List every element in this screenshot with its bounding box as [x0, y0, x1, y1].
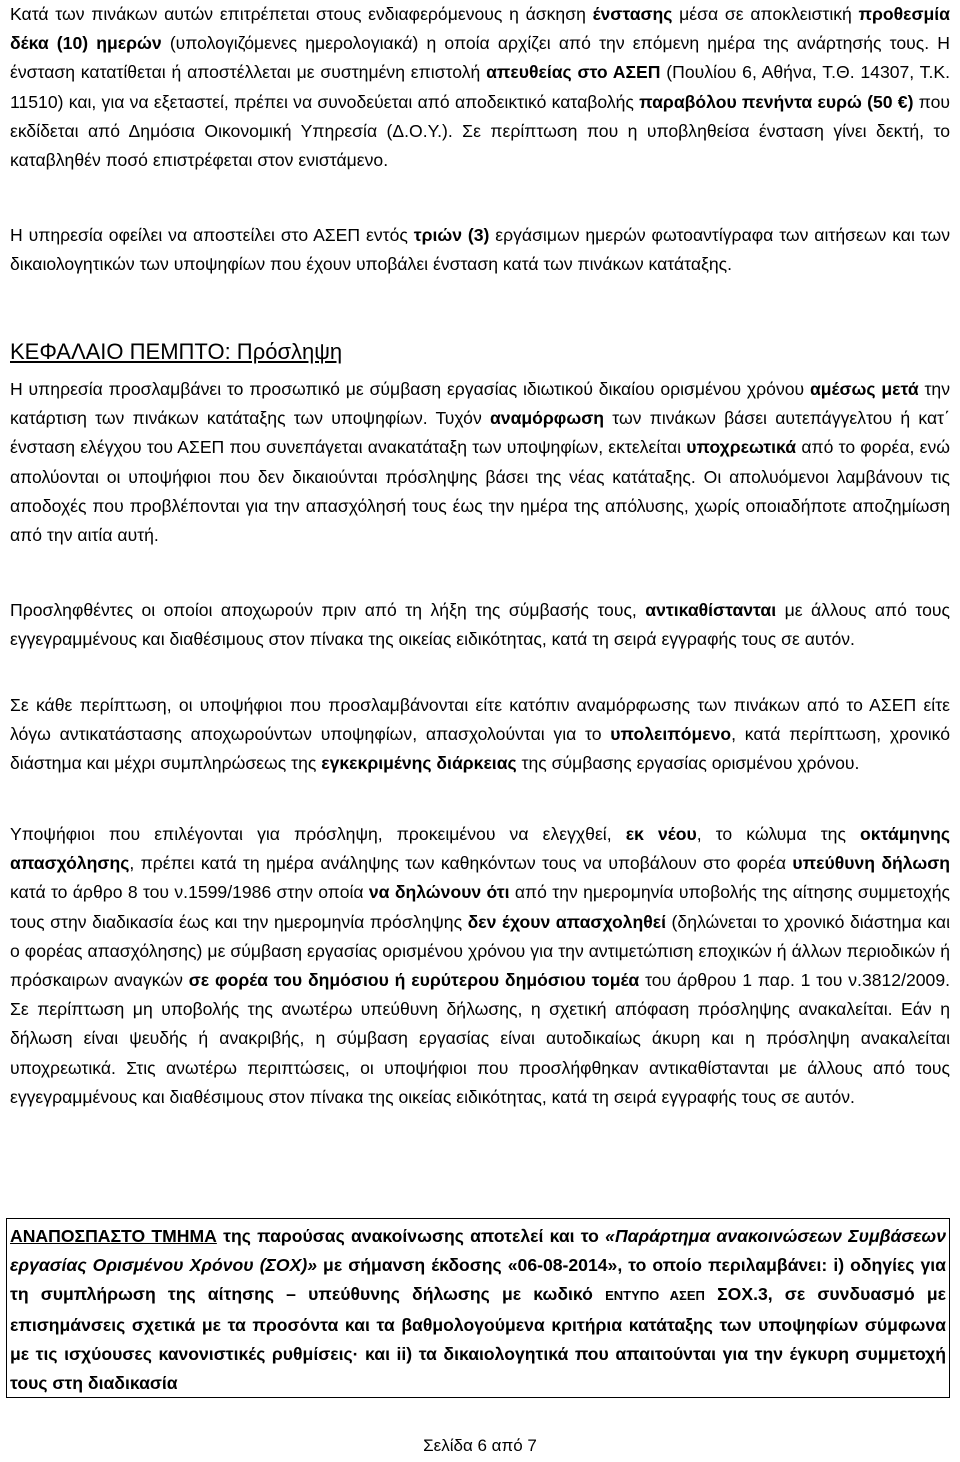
text: της παρούσας ανακοίνωσης αποτελεί και το: [216, 1226, 606, 1246]
text: , κατά περίπτωση, χρονικό διάστημα και μέχρι συμπληρώσεως της: [10, 724, 950, 774]
text: (υπολογιζόμενες ημερολογιακά) η οποία αρχίζει από την επόμενη ημέρα της ανάρτησής τους. Η ένσταση κατατίθεται ή αποστέλλεται με συστημένη επιστολή: [10, 33, 950, 83]
text: ΣΟΧ.3, σε συνδυασμό με επισημάνσεις σχετικά με τα προσόντα και τα βαθμολογούμενα κριτήρια κατάταξης των υποψηφίων σύμφωνα με τις ισχύουσες κανονιστικές ρυθμίσεις· και ii) τα δικαιολογητικά που απαιτούνται για την έγκυρη συμμετοχή τους στη διαδικασία: [10, 1284, 946, 1394]
form-code-text: ΕΝΤΥΠΟ ΑΣΕΠ: [605, 1288, 705, 1304]
text: που εκδίδεται από Δημόσια Οικονομική Υπηρεσία (Δ.Ο.Υ.). Σε περίπτωση που η υποβληθείσα ένσταση γίνει δεκτή, το καταβληθέν ποσό επιστρέφεται στον ενιστάμενο.: [10, 91, 950, 171]
bold-text: προθεσμία δέκα (10) ημερών: [10, 4, 950, 54]
text: κατά το άρθρο 8 του ν.1599/1986 στην οποία: [10, 882, 369, 903]
text: μέσα σε αποκλειστική: [672, 4, 859, 24]
text: την κατάρτιση των πινάκων κατάταξης των υποψηφίων. Τυχόν: [10, 379, 951, 429]
paragraph-remaining-period: [10, 691, 950, 779]
bold-text: οκτάμηνης απασχόλησης: [10, 824, 950, 874]
text: (δηλώνεται το χρονικό διάστημα και ο φορέας απασχόλησης) με σύμβαση εργασίας ορισμένου χρόνου για την αντιμετώπιση εποχικών ή άλλων περιοδικών ή πρόσκαιρων αναγκών: [10, 911, 950, 991]
text: του άρθρου 1 παρ. 1 του ν.3812/2009. Σε περίπτωση μη υποβολής της ανωτέρω υπεύθυνη δήλωσης, η σχετική απόφαση πρόσληψης ανακαλείται. Εάν η δήλωση είναι ψευδής ή ανακριβής, η σύμβαση εργασίας είναι αυτοδικαίως άκυρη και η πρόσληψη ανακαλείται υποχρεωτικά. Στις ανωτέρω περιπτώσεις, οι υποψήφιοι που προσλήφθηκαν αντικαθίστανται με άλλους από τους εγγεγραμμένους και διαθέσιμους στον πίνακα της οικείας ειδικότητας, κατά τη σειρά εγγραφής τους σε αυτόν.: [10, 970, 951, 1107]
text: , πρέπει κατά τη ημέρα ανάληψης των καθηκόντων τους να υποβάλουν στο φορέα: [129, 853, 793, 874]
text: , το κώλυμα της: [696, 824, 861, 844]
bold-text: υποχρεωτικά: [686, 437, 797, 458]
text: Κατά των πινάκων αυτών επιτρέπεται στους ενδιαφερόμενους η άσκηση: [10, 4, 593, 24]
paragraph-objection: [10, 0, 950, 175]
text: της σύμβασης εργασίας ορισμένου χρόνου.: [516, 753, 860, 774]
bold-text: τριών (3): [413, 225, 490, 245]
text: (Πουλίου 6, Αθήνα, Τ.Θ. 14307, Τ.Κ. 11510) και, για να εξεταστεί, πρέπει να συνοδεύεται από αποδεικτικό καταβολής: [10, 62, 950, 112]
text: Προσληφθέντες οι οποίοι αποχωρούν πριν από τη λήξη της σύμβασής τους,: [10, 600, 646, 620]
text: Υποψήφιοι που επιλέγονται για πρόσληψη, προκειμένου να ελεγχθεί,: [10, 824, 626, 844]
heading-text: ΚΕΦΑΛΑΙΟ ΠΕΜΠΤΟ: Πρόσληψη: [10, 339, 343, 364]
paragraph-hiring: [10, 375, 950, 550]
text: εργάσιμων ημερών φωτοαντίγραφα των αιτήσεων και των δικαιολογητικών των υποψηφίων που έχουν υποβάλει ένσταση κατά των πινάκων κατάταξης.: [10, 225, 950, 275]
text: με άλλους από τους εγγεγραμμένους και διαθέσιμους στον πίνακα της οικείας ειδικότητας, κατά τη σειρά εγγραφής τους σε αυτόν.: [10, 600, 950, 650]
bold-text: δεν έχουν απασχοληθεί: [467, 911, 666, 932]
text: από το φορέα, ενώ απολύονται οι υποψήφιοι που δεν δικαιούνται πρόσληψης βάσει της νέας κατάταξης. Οι απολυόμενοι λαμβάνουν τις αποδοχές που προβλέπονται για την απασχόλησή τους έως την ημέρα της απόλυσης, χωρίς οποιαδήποτε αποζημίωση από την αιτία αυτή.: [10, 437, 950, 546]
bold-text: ένστασης: [592, 4, 673, 24]
bold-text: υπολειπόμενο: [610, 724, 732, 745]
text: Η υπηρεσία προσλαμβάνει το προσωπικό με σύμβαση εργασίας ιδιωτικού δικαίου ορισμένου χρόνου: [10, 379, 810, 399]
underlined-text: ΑΝΑΠΟΣΠΑΣΤΟ ΤΜΗΜΑ: [10, 1226, 217, 1246]
bold-text: αμέσως μετά: [809, 379, 919, 399]
paragraph-declaration: [10, 820, 950, 1112]
paragraph-replacement: [10, 596, 950, 654]
detachable-section-box: [6, 1218, 950, 1398]
italic-text: «Παράρτημα ανακοινώσεων Συμβάσεων εργασίας Ορισμένου Χρόνου (ΣΟΧ)»: [10, 1226, 946, 1276]
text: Σε κάθε περίπτωση, οι υποψήφιοι που προσλαμβάνονται είτε κατόπιν αναμόρφωσης των πινάκων από το ΑΣΕΠ είτε λόγω αντικατάστασης αποχωρούντων υποψηφίων, απασχολούνται για το: [10, 695, 950, 745]
page-number: Σελίδα 6 από 7: [423, 1436, 537, 1455]
bold-text: αντικαθίστανται: [645, 600, 777, 620]
text: από την ημερομηνία υποβολής της αίτησης συμμετοχής τους στην διαδικασία έως και την ημερομηνία πρόσληψης: [10, 882, 950, 932]
text: με σήμανση έκδοσης «06-08-2014», το οποίο περιλαμβάνει: i) οδηγίες για τη συμπλήρωση της αίτησης – υπεύθυνης δήλωσης με κωδικό: [10, 1255, 946, 1305]
bold-text: σε φορέα του δημόσιου ή ευρύτερου δημόσιου τομέα: [188, 970, 640, 991]
text: των πινάκων βάσει αυτεπάγγελτου ή κατ΄ ένσταση ελέγχου του ΑΣΕΠ που συνεπάγεται ανακατάταξη των υποψηφίων, εκτελείται: [10, 408, 950, 458]
bold-text: να δηλώνουν ότι: [368, 882, 510, 903]
bold-text: υπεύθυνη δήλωση: [792, 853, 950, 874]
bold-text: απευθείας στο ΑΣΕΠ: [486, 62, 661, 83]
chapter-heading: [10, 337, 342, 367]
bold-text: εγκεκριμένης διάρκειας: [321, 753, 517, 774]
bold-text: αναμόρφωση: [489, 408, 605, 429]
text: Η υπηρεσία οφείλει να αποστείλει στο ΑΣΕΠ εντός: [10, 225, 414, 245]
detachable-section-text: [10, 1222, 946, 1398]
bold-text: παραβόλου πενήντα ευρώ (50 €): [639, 91, 914, 112]
bold-text: εκ νέου: [625, 824, 697, 844]
paragraph-photocopies: [10, 221, 950, 279]
